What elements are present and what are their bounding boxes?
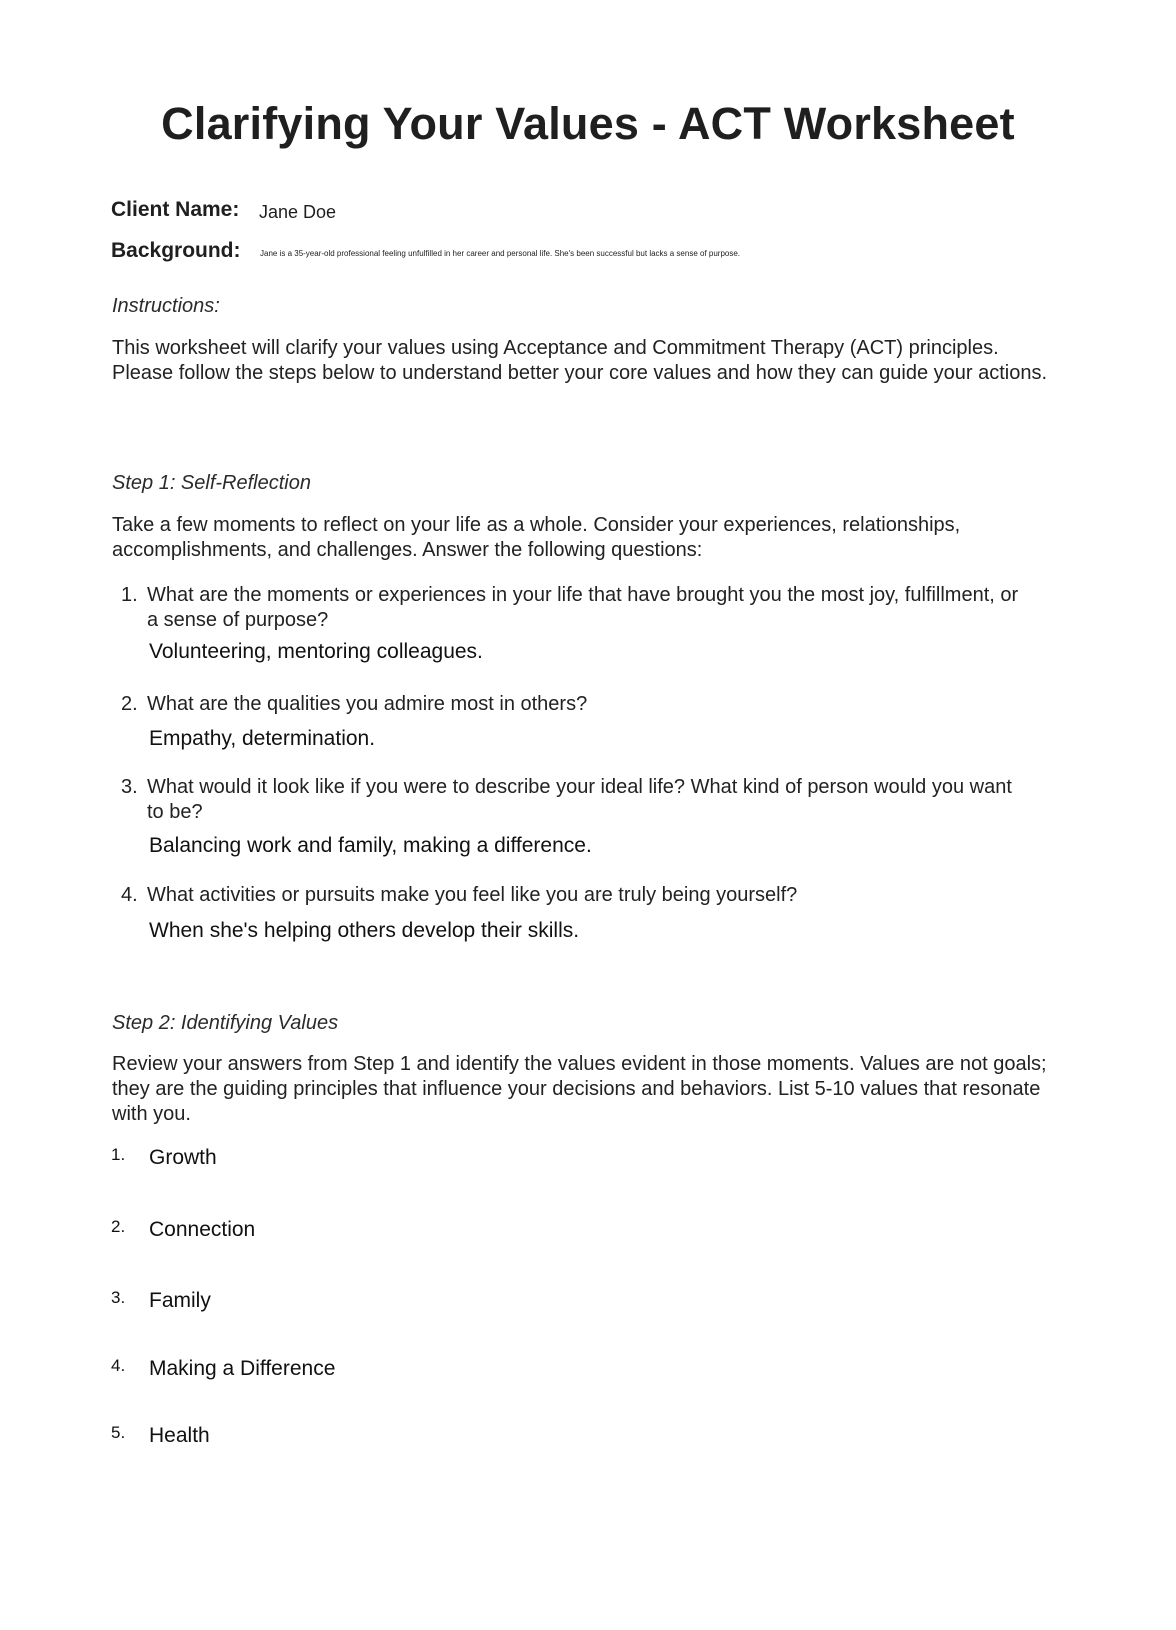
question-text: What are the moments or experiences in your life that have brought you the most joy, fulfillment, or a sense of purpose? [147,584,1019,631]
question-item [121,583,1021,633]
question-number: 1. [121,584,138,606]
value-text: Making a Difference [149,1357,336,1380]
value-text: Health [149,1424,210,1447]
page-title: Clarifying Your Values - ACT Worksheet [161,98,1015,149]
question-text: What would it look like if you were to describe your ideal life? What kind of person would you want to be? [147,776,1012,823]
client-name-value: Jane Doe [259,202,337,222]
step2-intro: Review your answers from Step 1 and identify the values evident in those moments. Values are not goals; they are the guiding principles that influence your decisions and behaviors. List 5-10 values that resonate with you. [112,1053,1047,1125]
step1-intro: Take a few moments to reflect on your life as a whole. Consider your experiences, relationships, accomplishments, and challenges. Answer the following questions: [112,514,961,561]
answer-text: When she's helping others develop their skills. [149,919,580,942]
background-value: Jane is a 35-year-old professional feeling unfulfilled in her career and personal life. She's been successful but lacks a sense of purpose. [260,249,741,258]
question-item [121,692,1021,717]
instructions-text: This worksheet will clarify your values using Acceptance and Commitment Therapy (ACT) principles. Please follow the steps below to understand better your core values and how they can guide your actions. [112,337,1048,384]
value-list-item [111,1217,255,1242]
value-number: 5. [111,1423,126,1442]
client-name-label: Client Name: [111,198,240,221]
value-number: 4. [111,1356,126,1375]
background-label: Background: [111,239,241,262]
value-number: 3. [111,1288,126,1307]
value-number: 1. [111,1145,126,1164]
value-number: 2. [111,1217,126,1236]
answer-text: Empathy, determination. [149,727,376,750]
answer-text: Volunteering, mentoring colleagues. [149,640,483,663]
value-list-item [111,1145,217,1170]
instructions-heading: Instructions: [112,295,220,317]
step2-heading: Step 2: Identifying Values [112,1012,339,1034]
question-item [121,883,1021,908]
question-number: 4. [121,884,138,906]
question-text: What are the qualities you admire most in others? [147,693,588,715]
question-number: 2. [121,693,138,715]
value-text: Growth [149,1146,217,1169]
value-text: Connection [149,1218,256,1241]
value-list-item [111,1423,210,1448]
question-item [121,775,1021,825]
step1-heading: Step 1: Self-Reflection [112,472,311,494]
value-list-item [111,1288,211,1313]
question-number: 3. [121,776,138,798]
value-list-item [111,1356,335,1381]
value-text: Family [149,1289,211,1312]
question-text: What activities or pursuits make you feel like you are truly being yourself? [147,884,798,906]
answer-text: Balancing work and family, making a difference. [149,834,592,857]
